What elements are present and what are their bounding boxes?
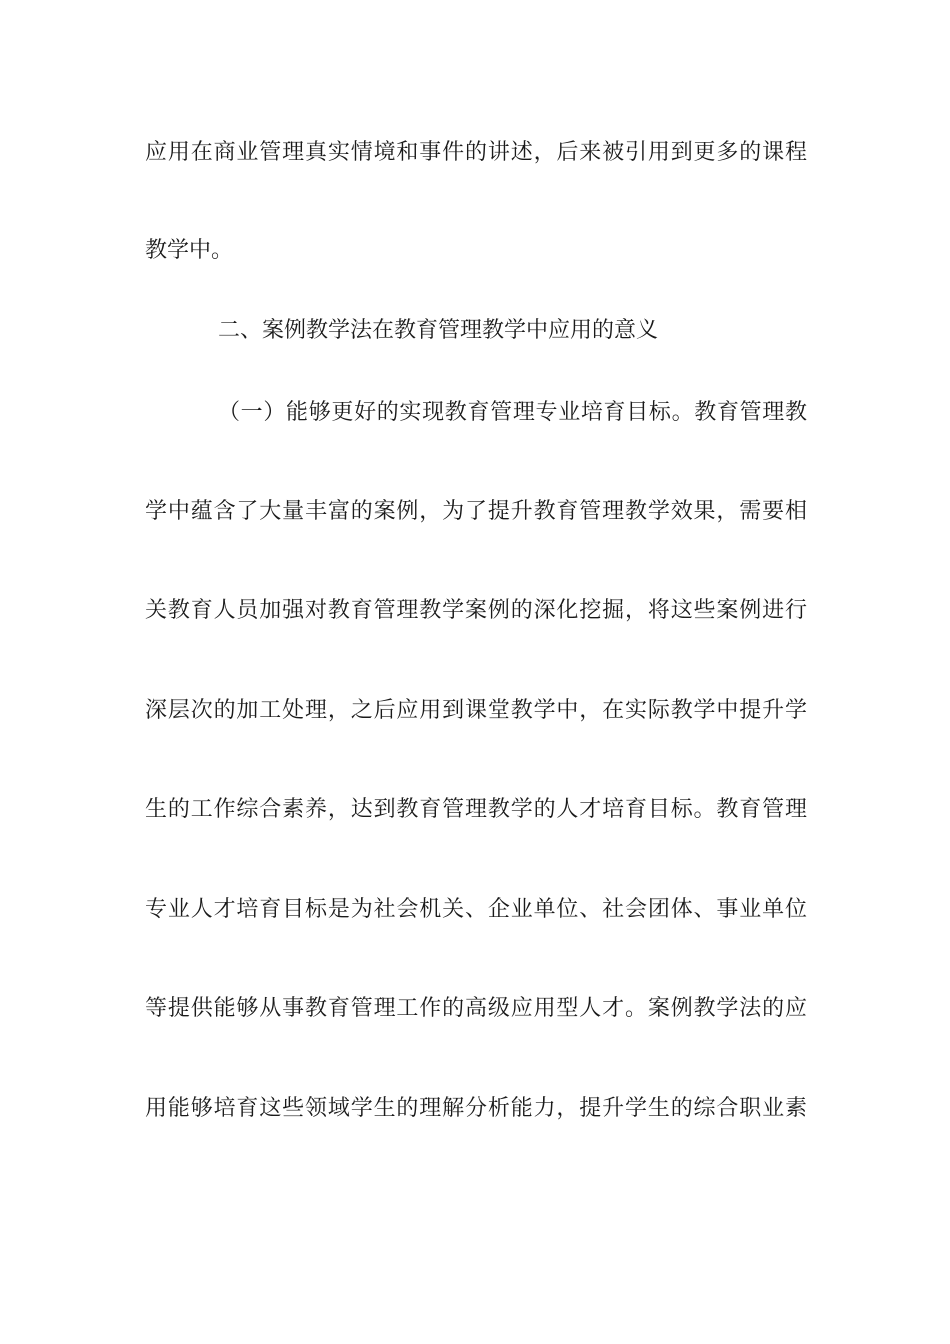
paragraph-line-8: 专业人才培育目标是为社会机关、企业单位、社会团体、事业单位 [145, 897, 807, 922]
paragraph-line-7: 生的工作综合素养，达到教育管理教学的人才培育目标。教育管理 [145, 797, 807, 822]
paragraph-line-1: 应用在商业管理真实情境和事件的讲述，后来被引用到更多的课程 [145, 140, 807, 165]
paragraph-line-3: （一）能够更好的实现教育管理专业培育目标。教育管理教 [218, 400, 807, 425]
paragraph-line-2: 教学中。 [145, 238, 234, 263]
paragraph-line-6: 深层次的加工处理，之后应用到课堂教学中，在实际教学中提升学 [145, 698, 807, 723]
section-heading: 二、案例教学法在教育管理教学中应用的意义 [218, 318, 659, 343]
paragraph-line-10: 用能够培育这些领域学生的理解分析能力，提升学生的综合职业素 [145, 1096, 807, 1121]
paragraph-line-5: 关教育人员加强对教育管理教学案例的深化挖掘，将这些案例进行 [145, 598, 807, 623]
paragraph-line-9: 等提供能够从事教育管理工作的高级应用型人才。案例教学法的应 [145, 996, 807, 1021]
paragraph-line-4: 学中蕴含了大量丰富的案例，为了提升教育管理教学效果，需要相 [145, 499, 807, 524]
